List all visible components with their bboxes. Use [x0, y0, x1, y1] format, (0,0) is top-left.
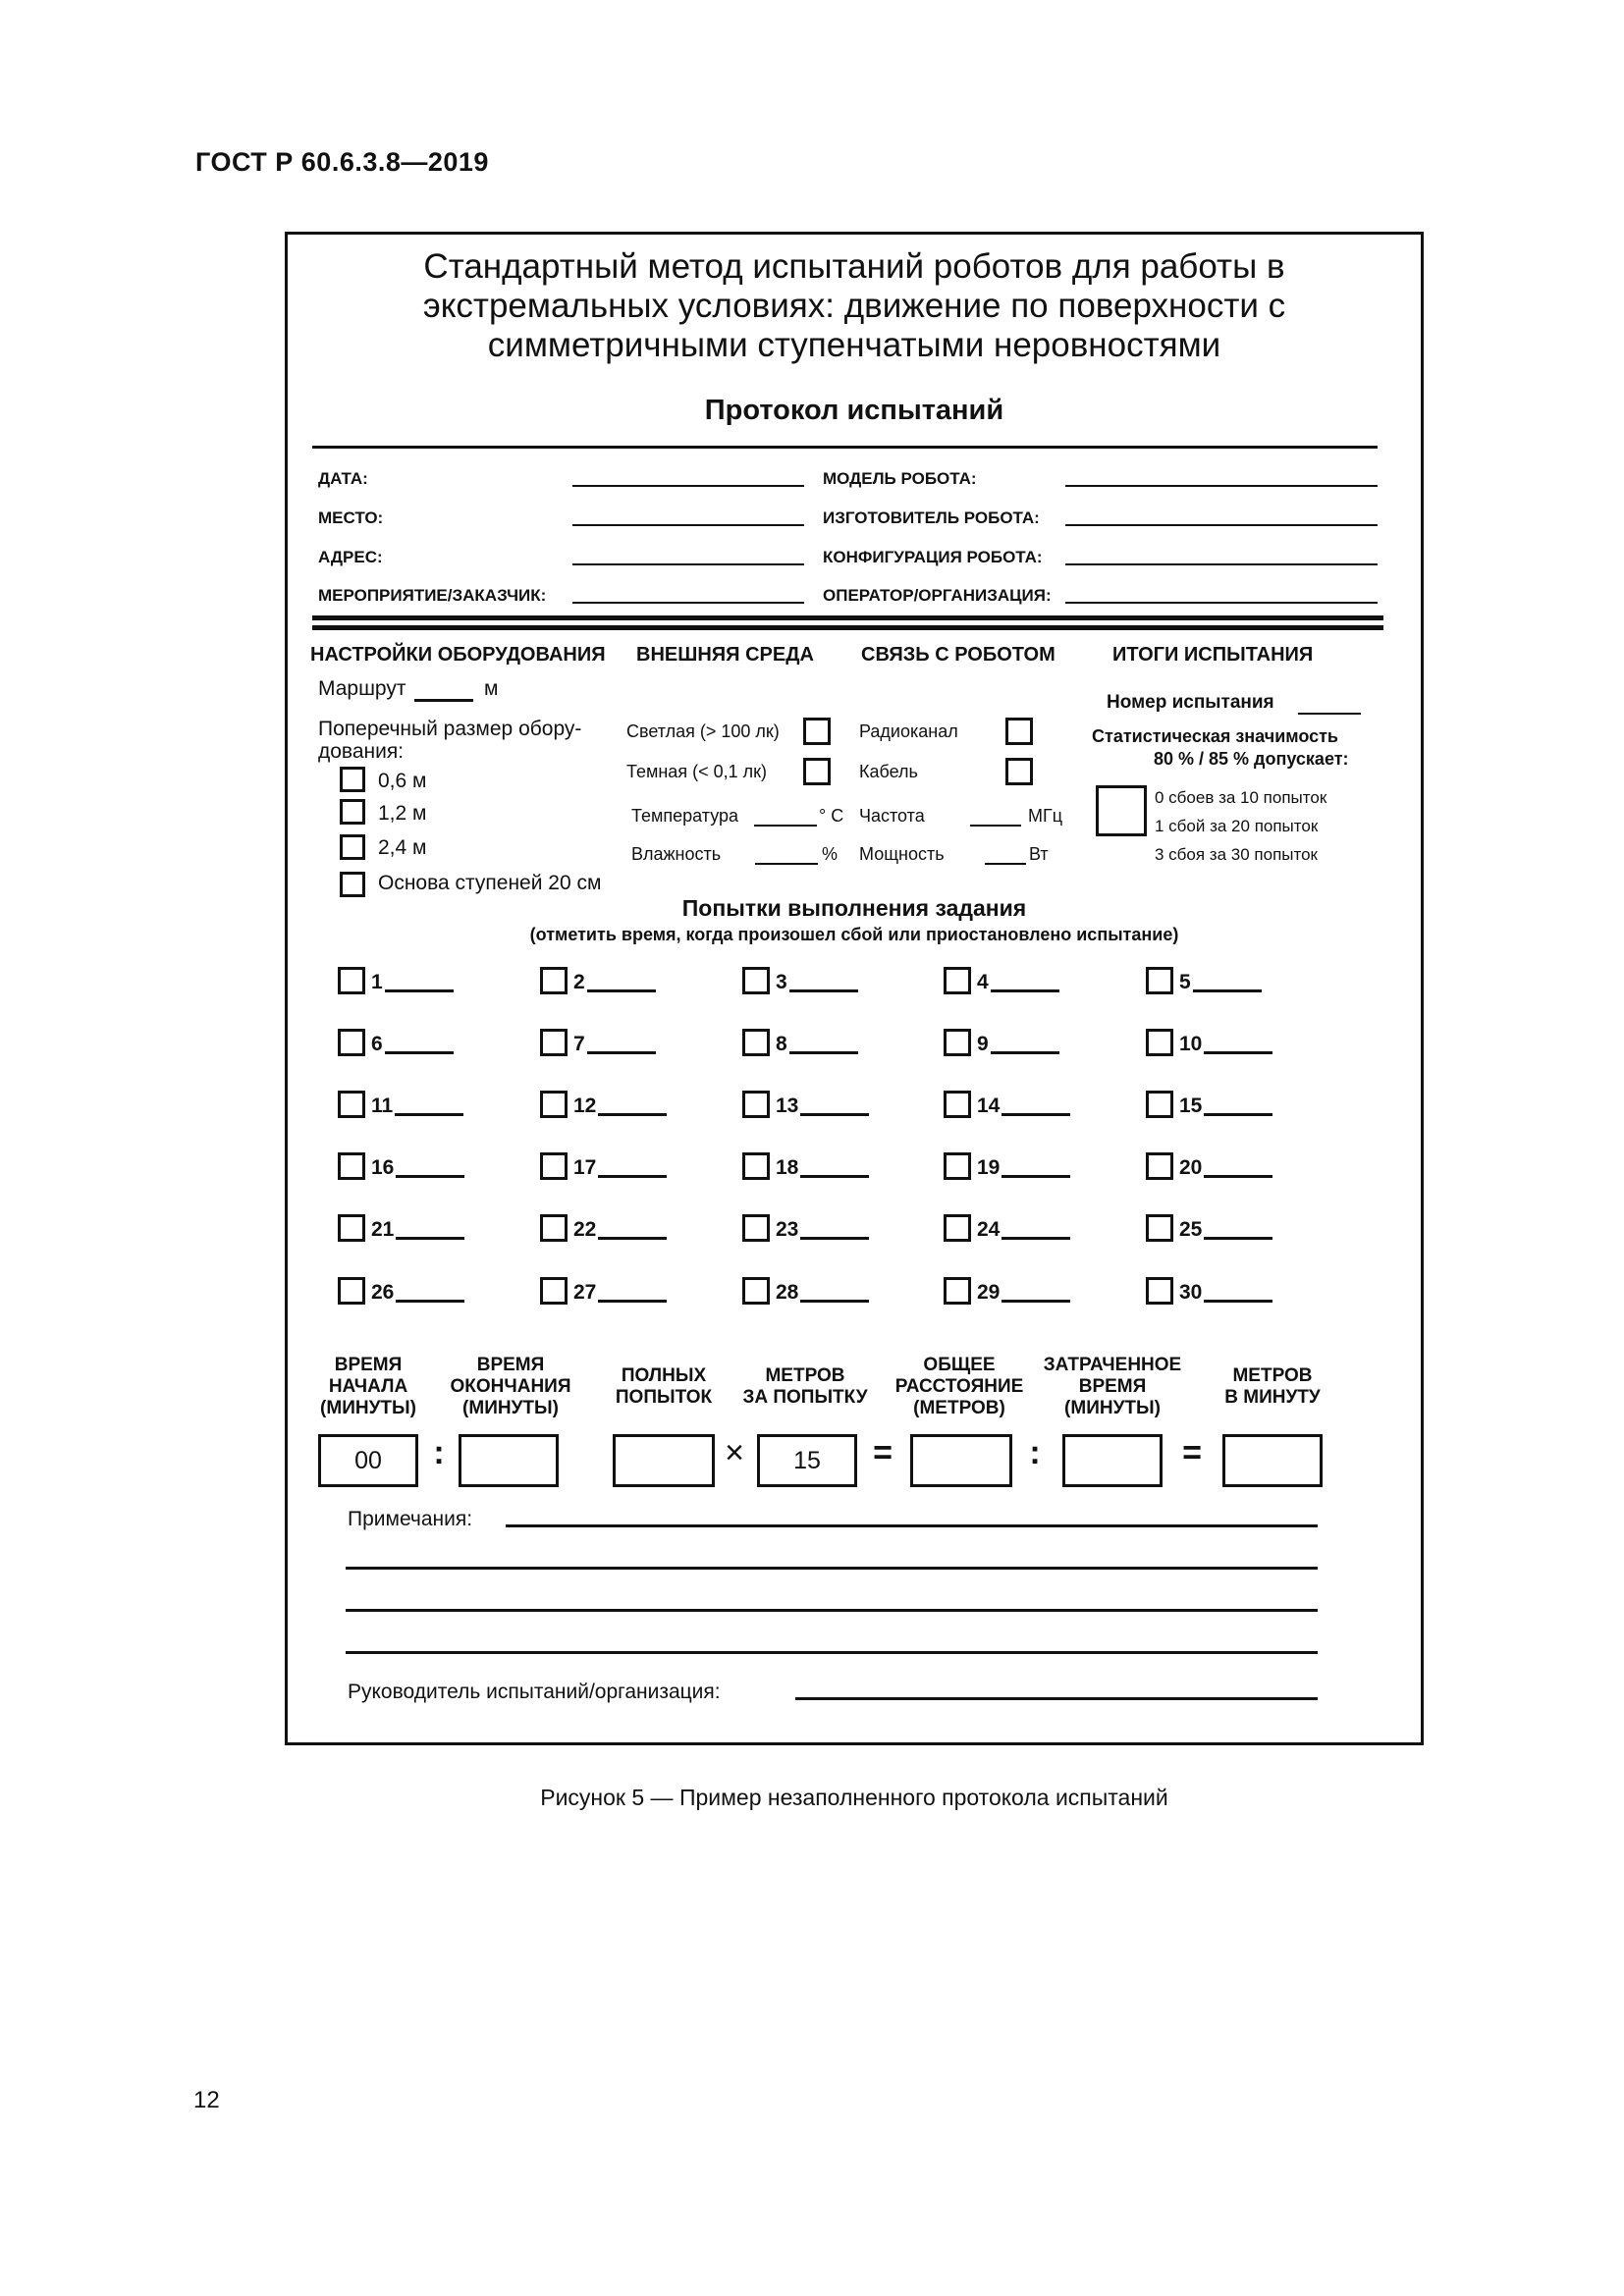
attempt-checkbox[interactable] [540, 967, 568, 994]
end-time-box[interactable] [459, 1434, 559, 1487]
attempt-number: 18 [776, 1156, 799, 1179]
light-checkbox[interactable] [803, 718, 831, 745]
attempt-number: 28 [776, 1281, 799, 1304]
attempt-number: 9 [977, 1033, 989, 1055]
criteria-line: 0 сбоев за 10 попыток [1155, 788, 1327, 807]
attempt-number: 20 [1179, 1156, 1203, 1179]
form-title [324, 247, 1384, 365]
place-input-line[interactable] [572, 524, 804, 526]
page-number: 12 [193, 2087, 220, 2113]
attempt-checkbox[interactable] [944, 1029, 971, 1056]
attempt-time-line[interactable] [598, 1175, 667, 1178]
attempt-item [944, 1152, 1070, 1180]
attempt-checkbox[interactable] [338, 1029, 365, 1056]
calc-header-elapsed-time: ЗАТРАЧЕННОЕ ВРЕМЯ (МИНУТЫ) [1043, 1355, 1182, 1418]
cable-checkbox[interactable] [1005, 758, 1033, 785]
divider-thick [312, 615, 1383, 620]
attempt-time-line[interactable] [1001, 1237, 1070, 1240]
attempt-item [1146, 1214, 1272, 1242]
result-checkbox[interactable] [1096, 785, 1147, 836]
attempt-checkbox[interactable] [338, 967, 365, 994]
attempt-item [742, 1091, 869, 1118]
attempt-item [338, 1277, 464, 1305]
attempt-time-line[interactable] [396, 1237, 464, 1240]
attempt-time-line[interactable] [385, 989, 454, 992]
size-2-4-checkbox[interactable] [340, 834, 365, 860]
attempt-time-line[interactable] [396, 1175, 464, 1178]
attempt-item [1146, 1277, 1272, 1305]
divider-thick [312, 625, 1383, 630]
attempt-checkbox[interactable] [540, 1091, 568, 1118]
multiply-operator: × [725, 1434, 744, 1471]
attempt-number: 8 [776, 1033, 787, 1055]
cable-label: Кабель [859, 762, 918, 781]
attempt-item [540, 967, 656, 994]
attempt-number: 6 [371, 1033, 383, 1055]
radio-checkbox[interactable] [1005, 718, 1033, 745]
form-title-line-2: экстремальных условиях: движение по поверхности с [422, 287, 1286, 325]
attempt-number: 7 [573, 1033, 585, 1055]
attempt-item [338, 1152, 464, 1180]
attempt-checkbox[interactable] [944, 1277, 971, 1305]
attempt-number: 26 [371, 1281, 395, 1304]
cross-size-label-line1: Поперечный размер обору- [318, 718, 582, 740]
attempt-item [742, 967, 858, 994]
humidity-unit: % [822, 844, 839, 864]
attempt-number: 23 [776, 1218, 799, 1241]
attempt-item [540, 1214, 667, 1242]
attempt-number: 4 [977, 971, 989, 993]
attempt-item [1146, 1029, 1272, 1056]
attempt-time-line[interactable] [598, 1113, 667, 1116]
attempt-checkbox[interactable] [338, 1152, 365, 1180]
calc-header-end-time: ВРЕМЯ ОКОНЧАНИЯ (МИНУТЫ) [450, 1355, 571, 1418]
light-label: Светлая (> 100 лк) [626, 721, 780, 741]
attempt-item [742, 1152, 869, 1180]
attempt-checkbox[interactable] [742, 1091, 770, 1118]
attempt-number: 2 [573, 971, 585, 993]
route-unit: м [484, 677, 499, 700]
calc-header-meters-per-minute: МЕТРОВ В МИНУТУ [1224, 1365, 1321, 1408]
humidity-label: Влажность [631, 844, 722, 864]
attempt-checkbox[interactable] [338, 1091, 365, 1118]
test-number-label: Номер испытания [1107, 692, 1274, 713]
attempt-number: 27 [573, 1281, 597, 1304]
size-1-2-label: 1,2 м [378, 802, 427, 825]
attempt-item [742, 1214, 869, 1242]
field-label-robot-config: КОНФИГУРАЦИЯ РОБОТА: [823, 548, 1043, 566]
attempt-number: 14 [977, 1095, 1001, 1117]
attempt-checkbox[interactable] [742, 1277, 770, 1305]
attempt-checkbox[interactable] [1146, 1277, 1173, 1305]
attempt-number: 12 [573, 1095, 597, 1117]
stat-significance-line2: 80 % / 85 % допускает: [1154, 749, 1349, 769]
calc-header-start-time: ВРЕМЯ НАЧАЛА (МИНУТЫ) [320, 1355, 416, 1418]
operator-input-line[interactable] [1065, 602, 1378, 604]
power-label: Мощность [859, 844, 945, 864]
attempt-checkbox[interactable] [1146, 1029, 1173, 1056]
attempt-time-line[interactable] [598, 1300, 667, 1303]
field-label-date: ДАТА: [318, 469, 368, 488]
size-0-6-checkbox[interactable] [340, 767, 365, 792]
field-label-event: МЕРОПРИЯТИЕ/ЗАКАЗЧИК: [318, 586, 547, 605]
step-base-checkbox[interactable] [340, 872, 365, 897]
criteria-line: 3 сбоя за 30 попыток [1155, 845, 1318, 864]
calc-header-total-distance: ОБЩЕЕ РАССТОЯНИЕ (МЕТРОВ) [894, 1355, 1024, 1418]
attempt-time-line[interactable] [395, 1113, 463, 1116]
attempt-time-line[interactable] [800, 1237, 869, 1240]
power-input-line[interactable] [985, 863, 1026, 865]
frequency-label: Частота [859, 806, 925, 826]
attempt-checkbox[interactable] [944, 1152, 971, 1180]
cross-size-label-line2: дования: [318, 740, 405, 763]
robot-maker-input-line[interactable] [1065, 524, 1378, 526]
document-header: ГОСТ Р 60.6.3.8—2019 [195, 147, 489, 177]
form-title-line-3: симметричными ступенчатыми неровностями [487, 326, 1221, 364]
temperature-unit: ° С [819, 806, 844, 826]
supervisor-line[interactable] [795, 1697, 1318, 1700]
attempt-checkbox[interactable] [944, 967, 971, 994]
attempt-time-line[interactable] [800, 1300, 869, 1303]
robot-config-input-line[interactable] [1065, 563, 1378, 565]
attempt-number: 22 [573, 1218, 597, 1241]
size-1-2-checkbox[interactable] [340, 799, 365, 825]
attempt-time-line[interactable] [789, 1051, 858, 1054]
attempt-number: 15 [1179, 1095, 1203, 1117]
attempt-item [944, 1214, 1070, 1242]
attempt-number: 1 [371, 971, 383, 993]
test-number-input-line[interactable] [1298, 713, 1361, 715]
field-label-address: АДРЕС: [318, 548, 383, 566]
attempt-time-line[interactable] [789, 989, 858, 992]
meters-per-minute-box[interactable] [1222, 1434, 1323, 1487]
size-2-4-label: 2,4 м [378, 836, 427, 859]
notes-line[interactable] [346, 1567, 1318, 1570]
attempt-item [944, 1091, 1070, 1118]
temperature-input-line[interactable] [754, 825, 817, 827]
attempt-time-line[interactable] [598, 1237, 667, 1240]
frequency-input-line[interactable] [970, 825, 1021, 827]
field-label-operator: ОПЕРАТОР/ОРГАНИЗАЦИЯ: [823, 586, 1052, 605]
attempt-checkbox[interactable] [1146, 1152, 1173, 1180]
divide-operator: : [433, 1434, 445, 1471]
supervisor-label: Руководитель испытаний/организация: [348, 1681, 721, 1703]
attempt-item [338, 967, 454, 994]
humidity-input-line[interactable] [755, 863, 818, 865]
attempt-time-line[interactable] [1193, 989, 1262, 992]
attempt-time-line[interactable] [991, 989, 1059, 992]
attempt-checkbox[interactable] [742, 1029, 770, 1056]
elapsed-time-box[interactable] [1062, 1434, 1163, 1487]
attempt-item [742, 1277, 869, 1305]
attempt-checkbox[interactable] [540, 1152, 568, 1180]
attempt-checkbox[interactable] [540, 1029, 568, 1056]
attempt-checkbox[interactable] [944, 1214, 971, 1242]
section-comms-heading: СВЯЗЬ С РОБОТОМ [861, 644, 1056, 666]
attempt-item [1146, 1091, 1272, 1118]
radio-label: Радиоканал [859, 721, 958, 741]
form-subtitle: Протокол испытаний [704, 395, 1004, 426]
attempt-item [540, 1091, 667, 1118]
attempt-time-line[interactable] [1204, 1113, 1272, 1116]
attempt-item [540, 1029, 656, 1056]
attempt-time-line[interactable] [800, 1175, 869, 1178]
attempt-time-line[interactable] [800, 1113, 869, 1116]
route-label: Маршрут [318, 677, 406, 700]
route-input-line[interactable] [414, 699, 473, 702]
robot-model-input-line[interactable] [1065, 485, 1378, 487]
event-input-line[interactable] [572, 602, 804, 604]
field-label-place: МЕСТО: [318, 508, 384, 527]
section-results-heading: ИТОГИ ИСПЫТАНИЯ [1112, 644, 1314, 666]
attempt-checkbox[interactable] [1146, 967, 1173, 994]
attempt-number: 3 [776, 971, 787, 993]
attempt-item [540, 1152, 667, 1180]
attempt-item [742, 1029, 858, 1056]
attempt-checkbox[interactable] [338, 1214, 365, 1242]
frequency-unit: МГц [1028, 806, 1063, 826]
attempts-grid [338, 967, 1320, 1320]
field-label-robot-model: МОДЕЛЬ РОБОТА: [823, 469, 977, 488]
attempt-number: 10 [1179, 1033, 1203, 1055]
attempt-time-line[interactable] [1204, 1051, 1272, 1054]
attempt-item [338, 1214, 464, 1242]
attempt-time-line[interactable] [587, 1051, 656, 1054]
notes-line[interactable] [346, 1609, 1318, 1612]
notes-line[interactable] [346, 1651, 1318, 1654]
divide-operator: : [1029, 1434, 1041, 1471]
section-environment-heading: ВНЕШНЯЯ СРЕДА [636, 644, 814, 666]
stat-significance-line1: Статистическая значимость [1092, 726, 1338, 746]
attempt-checkbox[interactable] [742, 967, 770, 994]
attempt-number: 11 [371, 1095, 394, 1117]
meters-per-attempt-box[interactable]: 15 [757, 1434, 857, 1487]
figure-caption: Рисунок 5 — Пример незаполненного протокола испытаний [540, 1785, 1168, 1810]
equals-operator: = [873, 1434, 893, 1471]
total-distance-box[interactable] [910, 1434, 1012, 1487]
attempt-number: 29 [977, 1281, 1001, 1304]
attempt-time-line[interactable] [1001, 1300, 1070, 1303]
attempt-item [338, 1029, 454, 1056]
address-input-line[interactable] [572, 563, 804, 565]
attempt-time-line[interactable] [991, 1051, 1059, 1054]
attempt-number: 30 [1179, 1281, 1203, 1304]
attempt-time-line[interactable] [396, 1300, 464, 1303]
notes-line[interactable] [506, 1524, 1318, 1527]
attempt-item [944, 967, 1059, 994]
attempts-note: (отметить время, когда произошел сбой или приостановлено испытание) [529, 925, 1179, 944]
attempt-item [540, 1277, 667, 1305]
equals-operator: = [1182, 1434, 1202, 1471]
divider [312, 446, 1378, 449]
calc-header-full-attempts: ПОЛНЫХ ПОПЫТОК [615, 1365, 713, 1408]
attempt-number: 24 [977, 1218, 1001, 1241]
attempt-number: 13 [776, 1095, 799, 1117]
attempt-number: 19 [977, 1156, 1001, 1179]
attempt-time-line[interactable] [1204, 1237, 1272, 1240]
attempt-checkbox[interactable] [1146, 1214, 1173, 1242]
attempt-number: 25 [1179, 1218, 1203, 1241]
attempt-checkbox[interactable] [944, 1091, 971, 1118]
attempt-checkbox[interactable] [742, 1214, 770, 1242]
attempt-time-line[interactable] [385, 1051, 454, 1054]
attempt-item [338, 1091, 463, 1118]
step-base-label: Основа ступеней 20 см [378, 872, 602, 894]
attempt-time-line[interactable] [1204, 1300, 1272, 1303]
attempt-time-line[interactable] [587, 989, 656, 992]
power-unit: Вт [1029, 844, 1049, 864]
size-0-6-label: 0,6 м [378, 770, 427, 792]
attempt-number: 5 [1179, 971, 1191, 993]
attempt-number: 16 [371, 1156, 395, 1179]
dark-checkbox[interactable] [803, 758, 831, 785]
attempt-item [944, 1029, 1059, 1056]
form-title-line-1: Стандартный метод испытаний роботов для работы в [423, 247, 1285, 286]
attempt-number: 21 [371, 1218, 395, 1241]
attempt-item [944, 1277, 1070, 1305]
dark-label: Темная (< 0,1 лк) [626, 762, 767, 781]
field-label-robot-maker: ИЗГОТОВИТЕЛЬ РОБОТА: [823, 508, 1040, 527]
calc-header-meters-per-attempt: МЕТРОВ ЗА ПОПЫТКУ [742, 1365, 868, 1408]
date-input-line[interactable] [572, 485, 804, 487]
temperature-label: Температура [631, 806, 739, 826]
attempts-title: Попытки выполнения задания [681, 895, 1027, 921]
attempt-checkbox[interactable] [540, 1277, 568, 1305]
attempt-checkbox[interactable] [742, 1152, 770, 1180]
result-criteria [1155, 783, 1326, 869]
attempt-time-line[interactable] [1204, 1175, 1272, 1178]
attempt-checkbox[interactable] [1146, 1091, 1173, 1118]
attempt-checkbox[interactable] [338, 1277, 365, 1305]
start-time-box[interactable]: 00 [318, 1434, 418, 1487]
attempt-number: 17 [573, 1156, 597, 1179]
full-attempts-box[interactable] [613, 1434, 715, 1487]
attempt-time-line[interactable] [1001, 1113, 1070, 1116]
section-equipment-heading: НАСТРОЙКИ ОБОРУДОВАНИЯ [310, 644, 606, 666]
attempt-checkbox[interactable] [540, 1214, 568, 1242]
attempt-item [1146, 1152, 1272, 1180]
attempt-item [1146, 967, 1262, 994]
attempt-time-line[interactable] [1001, 1175, 1070, 1178]
notes-label: Примечания: [348, 1508, 473, 1530]
criteria-line: 1 сбой за 20 попыток [1155, 817, 1319, 835]
